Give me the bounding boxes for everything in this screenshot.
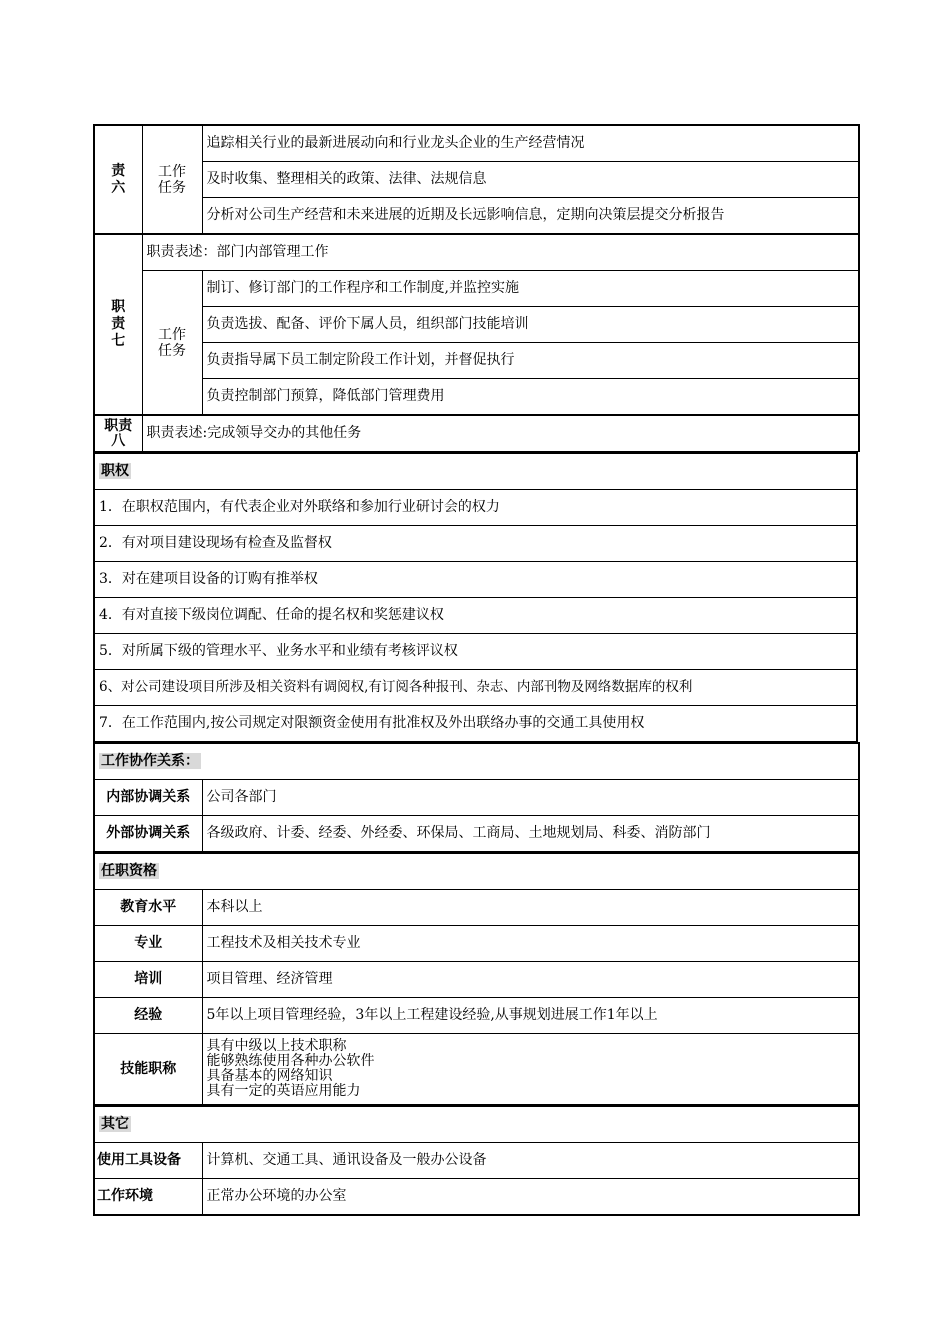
- duty6-task-1: 追踪相关行业的最新进展动向和行业龙头企业的生产经营情况: [202, 125, 859, 162]
- qualifications-table: [93, 852, 860, 1105]
- external-relations-value: 各级政府、计委、经委、外经委、环保局、工商局、土地规划局、科委、消防部门: [202, 816, 859, 852]
- other-row: [94, 1179, 859, 1216]
- duty6-row-3: [94, 198, 859, 235]
- qualification-row: [94, 962, 859, 998]
- duty7-task-1: 制订、修订部门的工作程序和工作制度,并监控实施: [202, 271, 859, 307]
- skills-line: 具有一定的英语应用能力: [206, 1083, 361, 1099]
- authority-item-2: 2．有对项目建设现场有检查及监督权: [94, 526, 857, 562]
- qualification-row: [94, 926, 859, 962]
- authority-item-4: 4．有对直接下级岗位调配、任命的提名权和奖惩建议权: [94, 598, 857, 634]
- duty7-row-statement: [94, 234, 859, 271]
- duty7-row-2: [94, 307, 859, 343]
- internal-relations-label: 内部协调关系: [94, 780, 202, 816]
- duty7-task-3: 负责指导属下员工制定阶段工作计划，并督促执行: [202, 343, 859, 379]
- authority-item: [94, 706, 857, 742]
- major-value: 工程技术及相关技术专业: [202, 926, 859, 962]
- qualifications-title: 任职资格: [94, 853, 859, 890]
- relations-title: 工作协作关系：: [94, 743, 859, 780]
- duty7-task-2: 负责选拔、配备、评价下属人员，组织部门技能培训: [202, 307, 859, 343]
- authority-item: [94, 490, 857, 526]
- authority-item-7: 7．在工作范围内,按公司规定对限额资金使用有批准权及外出联络办事的交通工具使用权: [94, 706, 857, 742]
- duty6-task-2: 及时收集、整理相关的政策、法律、法规信息: [202, 162, 859, 198]
- qualification-row: [94, 998, 859, 1034]
- duty6-row-1: [94, 125, 859, 162]
- duty7-row-3: [94, 343, 859, 379]
- authority-item: [94, 598, 857, 634]
- training-label: 培训: [94, 962, 202, 998]
- authority-header-row: [94, 453, 857, 490]
- duty-table: [93, 124, 860, 452]
- duty7-task-4: 负责控制部门预算，降低部门管理费用: [202, 379, 859, 416]
- major-label: 专业: [94, 926, 202, 962]
- duty8-row: [94, 415, 859, 452]
- duty7-row-1: [94, 271, 859, 307]
- authority-item-1: 1．在职权范围内，有代表企业对外联络和参加行业研讨会的权力: [94, 490, 857, 526]
- duty6-row-2: [94, 162, 859, 198]
- other-row: [94, 1143, 859, 1179]
- duty6-task-label: 工作 任务: [142, 125, 202, 234]
- authority-item-3: 3．对在建项目设备的订购有推举权: [94, 562, 857, 598]
- other-table: [93, 1105, 860, 1216]
- tools-label: 使用工具设备: [94, 1143, 202, 1179]
- qualification-row: [94, 890, 859, 926]
- skills-label: 技能职称: [94, 1034, 202, 1105]
- relations-row: [94, 816, 859, 852]
- environment-value: 正常办公环境的办公室: [202, 1179, 859, 1216]
- internal-relations-value: 公司各部门: [202, 780, 859, 816]
- tools-value: 计算机、交通工具、通讯设备及一般办公设备: [202, 1143, 859, 1179]
- education-value: 本科以上: [202, 890, 859, 926]
- authority-title: 职权: [94, 453, 857, 490]
- skills-value: [202, 1034, 859, 1105]
- authority-item: [94, 670, 857, 706]
- relations-row: [94, 780, 859, 816]
- duty6-task-3: 分析对公司生产经营和未来进展的近期及长远影响信息，定期向决策层提交分析报告: [202, 198, 859, 235]
- environment-label: 工作环境: [94, 1179, 202, 1216]
- job-description-sheet: [93, 124, 858, 1216]
- other-title: 其它: [94, 1106, 859, 1143]
- duty7-task-label: 工作 任务: [142, 271, 202, 416]
- duty7-statement: 职责表述：部门内部管理工作: [142, 234, 859, 271]
- external-relations-label: 外部协调关系: [94, 816, 202, 852]
- authority-item: [94, 526, 857, 562]
- other-header-row: [94, 1106, 859, 1143]
- relations-header-row: [94, 743, 859, 780]
- duty7-label: 职 责 七: [94, 234, 142, 415]
- duty8-label: 职责 八: [94, 415, 142, 452]
- skills-line: 能够熟练使用各种办公软件: [206, 1053, 375, 1069]
- duty7-row-4: [94, 379, 859, 416]
- qualification-row: [94, 1034, 859, 1105]
- training-value: 项目管理、经济管理: [202, 962, 859, 998]
- skills-line: 具备基本的网络知识: [206, 1068, 333, 1084]
- authority-table: [93, 452, 858, 742]
- experience-value: 5年以上项目管理经验，3年以上工程建设经验,从事规划进展工作1年以上: [202, 998, 859, 1034]
- duty6-label: 责 六: [94, 125, 142, 234]
- education-label: 教育水平: [94, 890, 202, 926]
- authority-item: [94, 634, 857, 670]
- authority-item-5: 5．对所属下级的管理水平、业务水平和业绩有考核评议权: [94, 634, 857, 670]
- skills-line: 具有中级以上技术职称: [206, 1038, 347, 1054]
- authority-item: [94, 562, 857, 598]
- authority-item-6: 6、对公司建设项目所涉及相关资料有调阅权,有订阅各种报刊、杂志、内部刊物及网络数据库的权利: [94, 670, 857, 706]
- duty8-statement: 职责表述:完成领导交办的其他任务: [142, 415, 859, 452]
- relations-table: [93, 742, 860, 852]
- qualifications-header-row: [94, 853, 859, 890]
- experience-label: 经验: [94, 998, 202, 1034]
